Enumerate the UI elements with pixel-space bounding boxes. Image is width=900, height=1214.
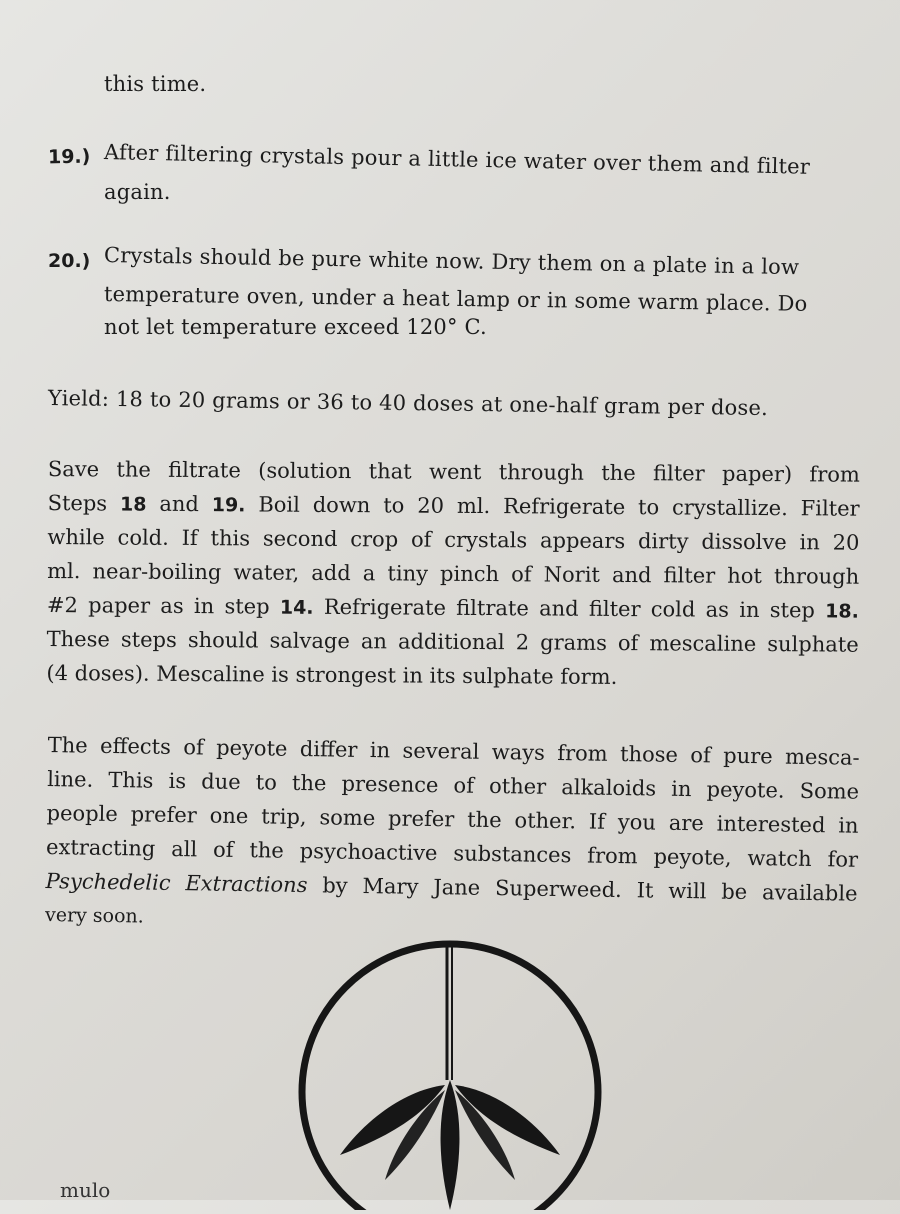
- effects-paragraph: [45, 728, 860, 945]
- filtrate-text: Boil down to 20 ml. Refrigerate to crystallize. Filter: [245, 492, 860, 521]
- filtrate-line-5: [47, 588, 859, 628]
- filtrate-line-1: Save the filtrate (solution that went through the filter paper) from: [47, 456, 860, 487]
- step-ref: 19.: [211, 494, 246, 517]
- filtrate-line-7: (4 doses). Mescaline is strongest in its sulphate form.: [46, 660, 618, 689]
- step-19-line-1: After filtering crystals pour a little ice water over them and filter: [103, 140, 811, 179]
- filtrate-text: #2 paper as in step: [46, 592, 280, 619]
- effects-line-1: The effects of peyote differ in several ways from those of pure mesca-: [47, 732, 860, 770]
- effects-text: by Mary Jane Superweed. It will be available: [307, 873, 858, 906]
- step-ref: 18.: [825, 600, 859, 623]
- filtrate-line-3: while cold. If this second crop of crystals appears dirty dissolve in 20: [47, 524, 860, 555]
- step-20-number: 20.): [48, 250, 91, 272]
- effects-line-6: very soon.: [44, 903, 144, 928]
- filtrate-line-4: ml. near-boiling water, add a tiny pinch of Norit and filter hot through: [47, 558, 860, 589]
- step-ref: 18: [119, 493, 147, 516]
- filtrate-line-6: These steps should salvage an additional 2 grams of mescaline sulphate: [46, 626, 859, 657]
- step-19-line-2: again.: [104, 180, 171, 204]
- yield-line: Yield: 18 to 20 grams or 36 to 40 doses at one-half gram per dose.: [47, 386, 769, 421]
- filtrate-text: Refrigerate filtrate and filter cold as in step: [313, 594, 826, 623]
- effects-line-3: people prefer one trip, some prefer the other. If you are interested in: [46, 800, 859, 838]
- filtrate-line-2: [48, 486, 860, 526]
- filtrate-text: and: [146, 491, 212, 517]
- peace-sign-icon: [295, 930, 615, 1214]
- effects-line-4: extracting all of the psychoactive substances from peyote, watch for: [45, 834, 859, 872]
- continuation-text: this time.: [104, 72, 207, 96]
- step-19-number: 19.): [47, 145, 91, 169]
- step-20-line-3: not let temperature exceed 120° C.: [104, 315, 487, 339]
- next-page-text: mulo: [60, 1178, 111, 1202]
- filtrate-text: Steps: [47, 490, 121, 516]
- effects-line-2: line. This is due to the presence of other alkaloids in peyote. Some: [47, 766, 860, 804]
- filtrate-paragraph: [46, 452, 860, 696]
- step-20-line-1: Crystals should be pure white now. Dry them on a plate in a low: [103, 243, 800, 280]
- book-title: Psychedelic Extractions: [45, 868, 308, 898]
- step-20-line-2: temperature oven, under a heat lamp or in some warm place. Do: [103, 282, 808, 316]
- step-ref: 14.: [279, 596, 314, 619]
